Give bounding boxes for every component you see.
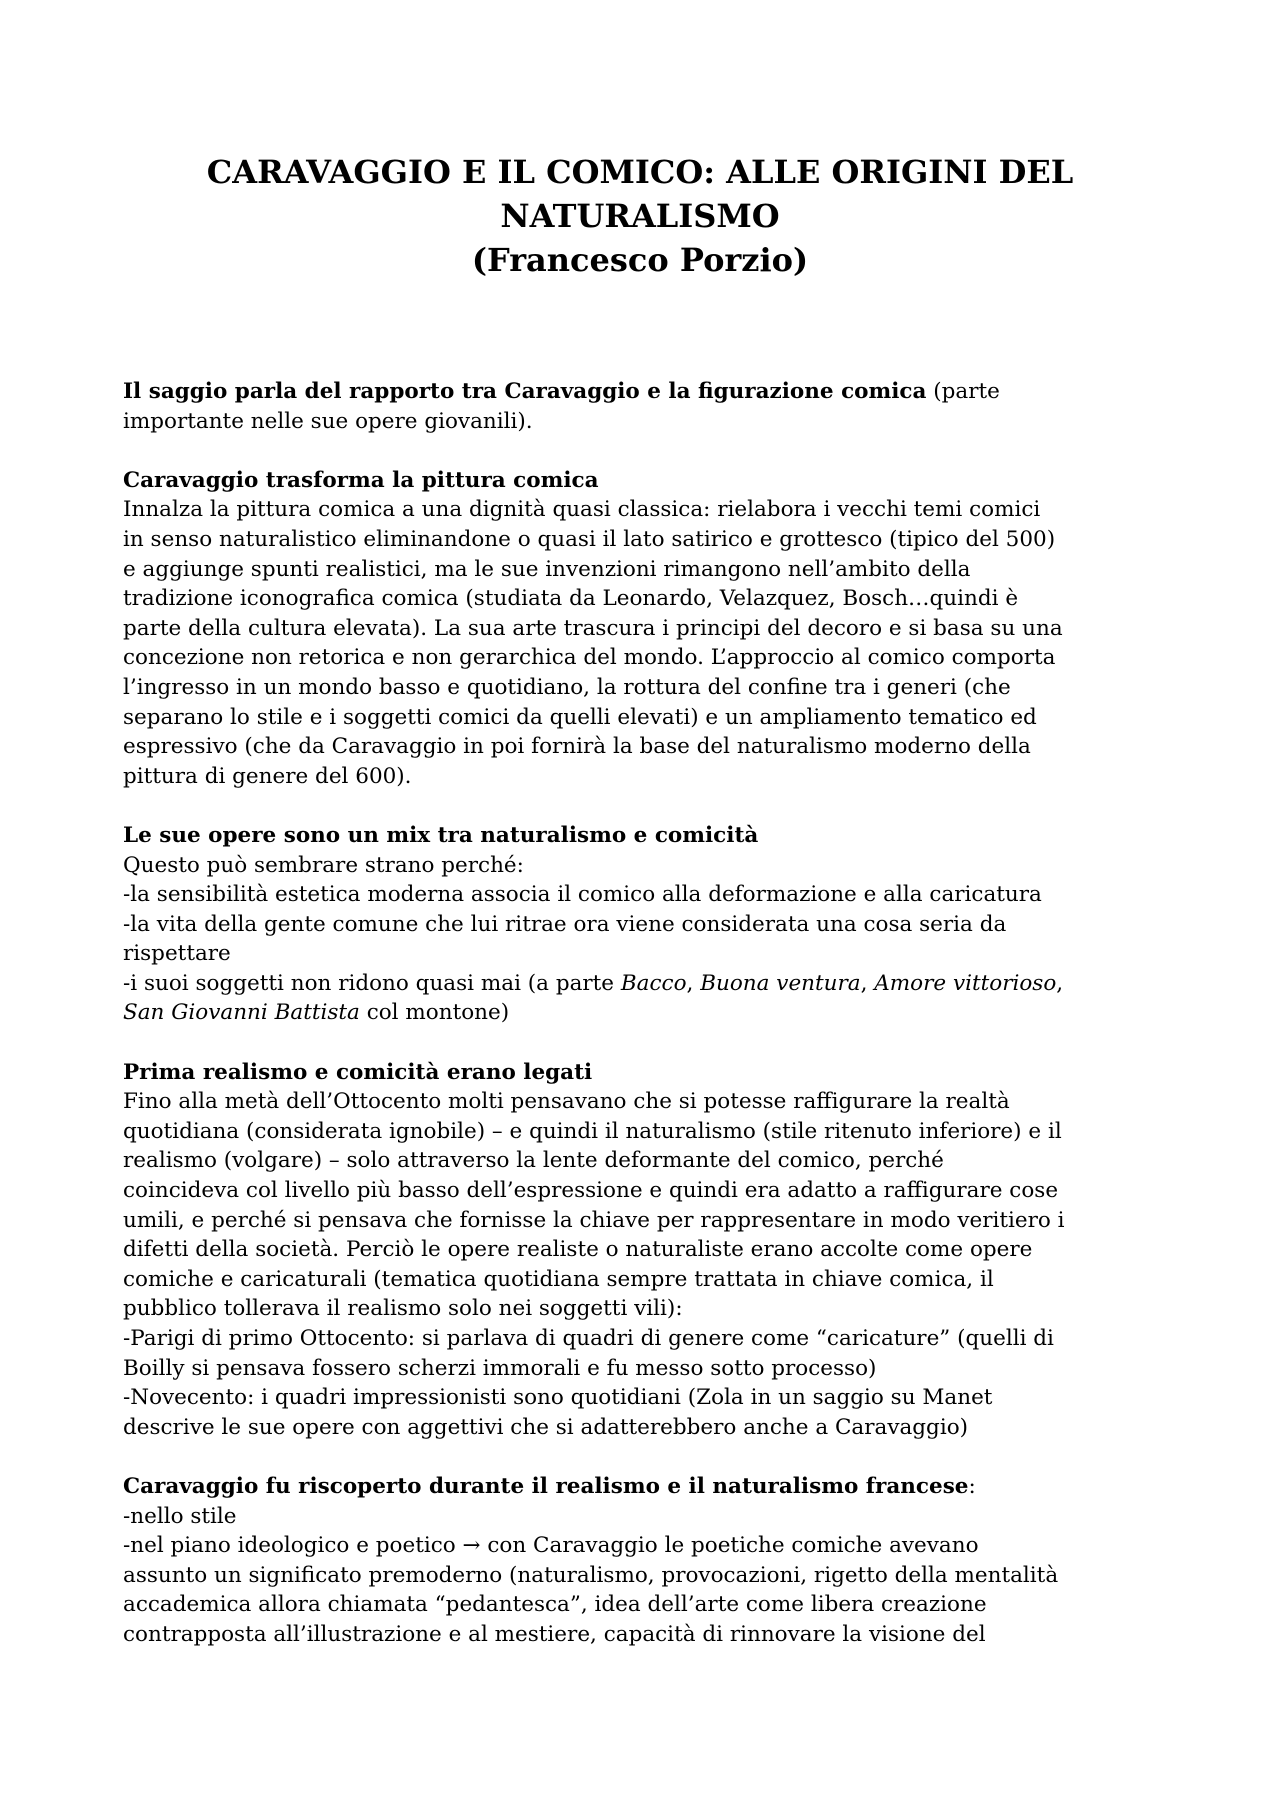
paragraph-line: espressivo (che da Caravaggio in poi fornirà la base del naturalismo moderno della — [123, 734, 1031, 760]
section-heading — [123, 821, 1173, 851]
paragraph-line: quotidiana (considerata ignobile) – e quindi il naturalismo (stile ritenuto inferiore) e il — [123, 1118, 1062, 1144]
paragraph-line: assunto un significato premoderno (naturalismo, provocazioni, rigetto della mentalità — [123, 1562, 1059, 1588]
text-run: : — [968, 1473, 976, 1499]
title-line-2: NATURALISMO — [500, 197, 780, 235]
paragraph-line: pubblico tollerava il realismo solo nei soggetti vili): — [123, 1296, 683, 1322]
paragraph-line: contrapposta all’illustrazione e al mestiere, capacità di rinnovare la visione del — [123, 1621, 986, 1647]
artwork-title: Buona ventura — [700, 970, 861, 996]
paragraph-line: -Novecento: i quadri impressionisti sono quotidiani (Zola in un saggio su Manet — [123, 1385, 993, 1411]
paragraph-line: realismo (volgare) – solo attraverso la lente deformante del comico, perché — [123, 1148, 944, 1174]
section-heading — [123, 1472, 1173, 1502]
paragraph-line — [123, 998, 1173, 1028]
paragraph-line: comiche e caricaturali (tematica quotidiana sempre trattata in chiave comica, il — [123, 1266, 994, 1292]
intro-bold: Il saggio parla del rapporto tra Caravaggio e la figurazione comica — [123, 379, 927, 404]
paragraph-line: descrive le sue opere con aggettivi che si adatterebbero anche a Caravaggio) — [123, 1414, 969, 1440]
paragraph-line: difetti della società. Perciò le opere realiste o naturaliste erano accolte come opere — [123, 1237, 1033, 1263]
paragraph-line: umili, e perché si pensava che fornisse la chiave per rappresentare in modo veritiero i — [123, 1207, 1065, 1233]
paragraph-line: tradizione iconografica comica (studiata da Leonardo, Velazquez, Bosch…quindi è — [123, 586, 1019, 612]
text-run: , — [1056, 970, 1064, 996]
paragraph-line: parte della cultura elevata). La sua arte trascura i principi del decoro e si basa su una — [123, 615, 1063, 641]
section-heading-text: Prima realismo e comicità erano legati — [123, 1059, 593, 1085]
paragraph-line: -nello stile — [123, 1503, 237, 1529]
paragraph-line: accademica allora chiamata “pedantesca”, idea dell’arte come libera creazione — [123, 1592, 987, 1618]
title-line-1: CARAVAGGIO E IL COMICO: ALLE ORIGINI DEL — [206, 153, 1074, 191]
section-heading-text: Caravaggio fu riscoperto durante il realismo e il naturalismo francese — [123, 1473, 969, 1499]
paragraph-line: separano lo stile e i soggetti comici da quelli elevati) e un ampliamento tematico ed — [123, 704, 1037, 730]
document-body — [123, 377, 1173, 1650]
paragraph-line: l’ingresso in un mondo basso e quotidiano, la rottura del confine tra i generi (che — [123, 674, 1011, 700]
paragraph-line: -Parigi di primo Ottocento: si parlava di quadri di genere come “caricature” (quelli di — [123, 1326, 1054, 1351]
intro-rest: (parte — [926, 379, 1000, 404]
section-heading — [123, 1058, 1173, 1088]
paragraph-line: concezione non retorica e non gerarchica del mondo. L’approccio al comico comporta — [123, 645, 1056, 671]
artwork-title: San Giovanni Battista — [123, 1000, 360, 1026]
paragraph-line: -nel piano ideologico e poetico → con Caravaggio le poetiche comiche avevano — [123, 1533, 979, 1559]
text-run: , — [860, 970, 875, 996]
paragraph-line: -la vita della gente comune che lui ritrae ora viene considerata una cosa seria da — [123, 911, 1007, 937]
text-run: , — [686, 970, 701, 996]
paragraph-line: Innalza la pittura comica a una dignità quasi classica: rielabora i vecchi temi comici — [123, 497, 1041, 523]
paragraph-line: Questo può sembrare strano perché: — [123, 852, 524, 878]
title-author: (Francesco Porzio) — [471, 241, 809, 279]
artwork-title: Amore vittorioso — [874, 970, 1057, 996]
text-run: -i suoi soggetti non ridono quasi mai (a parte — [123, 970, 621, 996]
paragraph-line — [123, 969, 1173, 999]
paragraph-line: Fino alla metà dell’Ottocento molti pensavano che si potesse raffigurare la realtà — [123, 1089, 1010, 1115]
artwork-title: Bacco — [620, 970, 687, 996]
section-heading — [123, 466, 1173, 496]
section-heading-text: Caravaggio trasforma la pittura comica — [123, 467, 599, 493]
text-run: col montone) — [359, 1000, 510, 1026]
paragraph-line: -la sensibilità estetica moderna associa il comico alla deformazione e alla caricatura — [123, 882, 1042, 908]
paragraph-line: coincideva col livello più basso dell’espressione e quindi era adatto a raffigurare cose — [123, 1178, 1059, 1204]
section-heading-text: Le sue opere sono un mix tra naturalismo e comicità — [123, 822, 759, 848]
document-title — [140, 150, 1140, 282]
paragraph-line: e aggiunge spunti realistici, ma le sue invenzioni rimangono nell’ambito della — [123, 556, 971, 582]
intro-line: importante nelle sue opere giovanili). — [123, 408, 533, 434]
paragraph-line: rispettare — [123, 941, 231, 967]
paragraph-line: pittura di genere del 600). — [123, 763, 412, 789]
intro-line — [123, 377, 1173, 407]
paragraph-line: in senso naturalistico eliminandone o quasi il lato satirico e grottesco (tipico del 500) — [123, 526, 1056, 552]
paragraph-line: Boilly si pensava fossero scherzi immorali e fu messo sotto processo) — [123, 1355, 877, 1381]
